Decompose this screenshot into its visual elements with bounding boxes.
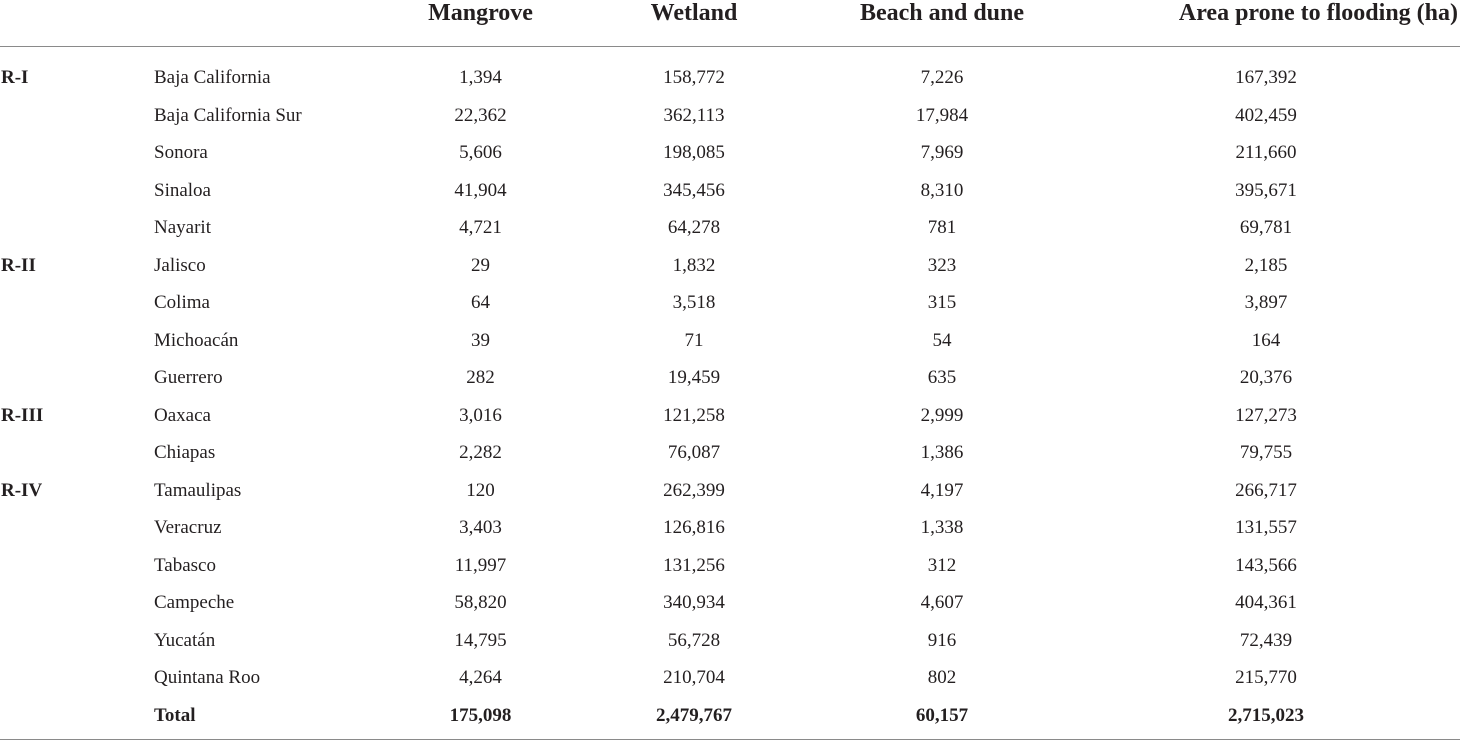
mangrove-cell: 4,721 xyxy=(459,217,502,238)
wetland-cell: 64,278 xyxy=(667,217,721,238)
table-row xyxy=(0,47,1460,104)
header-row xyxy=(0,0,1460,47)
state-cell: Tamaulipas xyxy=(154,479,242,501)
area-cell: 211,660 xyxy=(1235,142,1297,163)
wetland-cell: 19,459 xyxy=(667,367,721,388)
state-cell: Campeche xyxy=(154,592,235,613)
beach-dune-cell: 781 xyxy=(927,217,957,238)
table-row xyxy=(0,591,1460,629)
area-cell: 164 xyxy=(1251,329,1281,351)
wetland-cell: 126,816 xyxy=(663,517,725,538)
beach-dune-cell: 2,999 xyxy=(920,404,964,426)
area-cell: 395,671 xyxy=(1235,179,1297,201)
area-cell: 79,755 xyxy=(1239,442,1293,463)
table-row xyxy=(0,254,1460,292)
header-wetland: Wetland xyxy=(576,0,812,47)
region-cell xyxy=(0,441,147,479)
table-row xyxy=(0,104,1460,142)
table-row xyxy=(0,404,1460,442)
mangrove-cell: 14,795 xyxy=(454,629,507,651)
area-cell: 167,392 xyxy=(1235,67,1297,88)
wetland-cell: 198,085 xyxy=(663,142,725,163)
area-cell: 2,185 xyxy=(1244,254,1288,276)
state-cell: Nayarit xyxy=(154,217,211,238)
state-cell: Sonora xyxy=(154,142,208,163)
state-cell: Oaxaca xyxy=(154,404,211,426)
area-cell: 404,361 xyxy=(1235,592,1297,613)
region-cell xyxy=(0,666,147,704)
table-row xyxy=(0,216,1460,254)
table-row xyxy=(0,516,1460,554)
area-cell: 72,439 xyxy=(1239,629,1293,651)
beach-dune-cell: 312 xyxy=(927,554,957,576)
beach-dune-cell: 1,386 xyxy=(920,442,964,463)
wetland-cell: 121,258 xyxy=(663,404,725,426)
table-row xyxy=(0,179,1460,217)
table-row xyxy=(0,291,1460,329)
header-state xyxy=(147,0,385,47)
mangrove-cell: 39 xyxy=(471,329,490,351)
table-row xyxy=(0,629,1460,667)
mangrove-cell: 5,606 xyxy=(459,142,502,163)
header-mangrove: Mangrove xyxy=(385,0,576,47)
mangrove-cell: 29 xyxy=(471,254,490,276)
state-cell: Colima xyxy=(154,292,210,313)
wetland-cell: 262,399 xyxy=(663,479,725,501)
beach-dune-cell: 7,969 xyxy=(920,142,964,163)
beach-dune-cell: 8,310 xyxy=(920,179,964,201)
state-cell: Quintana Roo xyxy=(154,667,261,688)
mangrove-cell: 11,997 xyxy=(454,554,507,576)
state-cell: Baja California Sur xyxy=(154,104,302,126)
area-cell: 215,770 xyxy=(1235,667,1297,688)
area-cell: 69,781 xyxy=(1239,217,1293,238)
region-cell: R-IV xyxy=(1,479,43,501)
state-cell: Michoacán xyxy=(154,329,239,351)
wetland-cell: 3,518 xyxy=(672,292,716,313)
table-row xyxy=(0,366,1460,404)
state-cell: Tabasco xyxy=(154,554,216,576)
wetland-cell: 345,456 xyxy=(663,179,725,201)
total-row xyxy=(0,704,1460,740)
wetland-cell: 71 xyxy=(684,329,704,351)
region-cell xyxy=(0,141,147,179)
wetland-cell: 1,832 xyxy=(672,254,716,276)
beach-dune-cell: 1,338 xyxy=(920,517,964,538)
mangrove-cell: 4,264 xyxy=(459,667,502,688)
area-cell: 127,273 xyxy=(1235,404,1297,426)
header-region xyxy=(0,0,147,47)
table-row xyxy=(0,141,1460,179)
region-cell xyxy=(0,554,147,592)
wetland-cell: 56,728 xyxy=(667,629,721,651)
table-body xyxy=(0,47,1460,740)
total-region-cell xyxy=(0,704,147,740)
table-row xyxy=(0,479,1460,517)
area-cell: 20,376 xyxy=(1239,367,1293,388)
wetland-cell: 131,256 xyxy=(663,554,725,576)
beach-dune-cell: 54 xyxy=(932,329,952,351)
table-row xyxy=(0,666,1460,704)
wetland-cell: 362,113 xyxy=(663,104,725,126)
beach-dune-cell: 4,607 xyxy=(920,592,964,613)
mangrove-cell: 41,904 xyxy=(454,179,507,201)
region-cell xyxy=(0,629,147,667)
beach-dune-cell: 323 xyxy=(927,254,957,276)
area-cell: 143,566 xyxy=(1235,554,1297,576)
area-cell: 131,557 xyxy=(1235,517,1297,538)
total-label: Total xyxy=(147,704,385,740)
total-mangrove-cell: 175,098 xyxy=(385,704,576,740)
mangrove-cell: 64 xyxy=(471,292,490,313)
state-cell: Guerrero xyxy=(154,367,223,388)
wetland-cell: 158,772 xyxy=(663,67,725,88)
header-beach-dune: Beach and dune xyxy=(812,0,1072,47)
table-row xyxy=(0,554,1460,592)
mangrove-cell: 1,394 xyxy=(459,67,502,88)
region-cell xyxy=(0,179,147,217)
state-cell: Chiapas xyxy=(154,442,216,463)
region-cell xyxy=(0,329,147,367)
region-cell xyxy=(0,104,147,142)
mangrove-cell: 282 xyxy=(466,367,495,388)
region-cell: R-I xyxy=(1,67,29,88)
state-cell: Jalisco xyxy=(154,254,206,276)
region-cell: R-III xyxy=(1,404,44,426)
beach-dune-cell: 802 xyxy=(927,667,957,688)
header-area-flooding: Area prone to flooding (ha) xyxy=(1072,0,1460,47)
region-cell xyxy=(0,516,147,554)
mangrove-cell: 3,016 xyxy=(459,404,502,426)
total-area-cell: 2,715,023 xyxy=(1072,704,1460,740)
beach-dune-cell: 315 xyxy=(927,292,957,313)
table-row xyxy=(0,329,1460,367)
beach-dune-cell: 635 xyxy=(927,367,957,388)
beach-dune-cell: 17,984 xyxy=(915,104,969,126)
region-cell: R-II xyxy=(1,254,36,276)
wetland-cell: 210,704 xyxy=(663,667,725,688)
total-beach-dune-cell: 60,157 xyxy=(812,704,1072,740)
wetland-cell: 76,087 xyxy=(667,442,721,463)
total-wetland-cell: 2,479,767 xyxy=(576,704,812,740)
region-cell xyxy=(0,216,147,254)
beach-dune-cell: 4,197 xyxy=(920,479,964,501)
state-cell: Sinaloa xyxy=(154,179,211,201)
area-cell: 3,897 xyxy=(1244,292,1288,313)
beach-dune-cell: 916 xyxy=(927,629,957,651)
mangrove-cell: 2,282 xyxy=(459,442,502,463)
area-cell: 266,717 xyxy=(1235,479,1297,501)
state-cell: Veracruz xyxy=(154,517,222,538)
wetland-cell: 340,934 xyxy=(663,592,725,613)
region-cell xyxy=(0,366,147,404)
state-cell: Baja California xyxy=(154,67,271,88)
mangrove-cell: 3,403 xyxy=(459,517,502,538)
table-row xyxy=(0,441,1460,479)
region-cell xyxy=(0,591,147,629)
beach-dune-cell: 7,226 xyxy=(920,67,964,88)
mangrove-cell: 58,820 xyxy=(454,592,507,613)
area-cell: 402,459 xyxy=(1235,104,1297,126)
mangrove-cell: 22,362 xyxy=(454,104,507,126)
region-cell xyxy=(0,291,147,329)
state-cell: Yucatán xyxy=(154,629,216,651)
mangrove-cell: 120 xyxy=(466,479,495,501)
